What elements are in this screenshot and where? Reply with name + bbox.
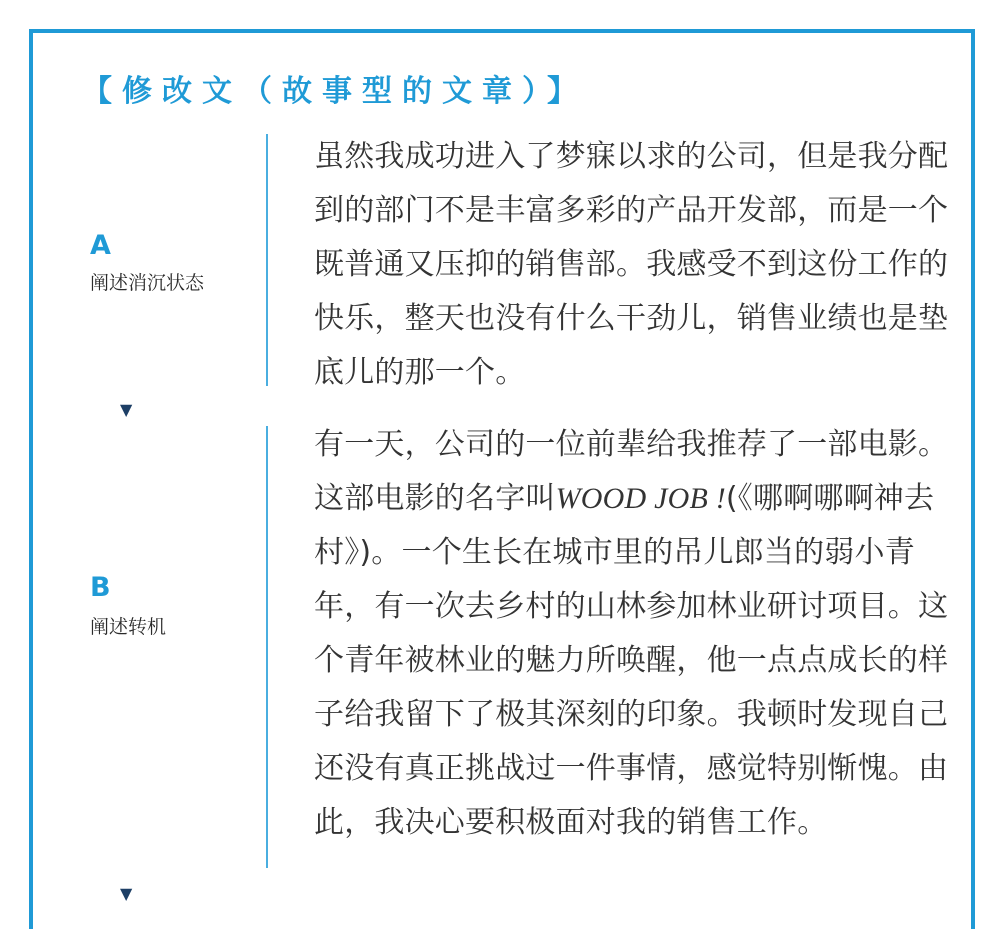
section-a-divider <box>266 134 268 386</box>
section-a-paragraph: 虽然我成功进入了梦寐以求的公司，但是我分配到的部门不是丰富多彩的产品开发部，而是一个既普通又压抑的销售部。我感受不到这份工作的快乐，整天也没有什么干劲儿，销售业绩也是垫底儿的那一个。 <box>314 139 949 390</box>
movie-title: WOOD JOB ! <box>555 482 726 515</box>
section-a-letter: A <box>90 230 111 261</box>
arrow-down-icon-1: ▼ <box>120 400 133 419</box>
section-b-letter: B <box>90 572 111 603</box>
section-b-paragraph <box>314 418 950 850</box>
section-b-text-after: (《哪啊哪啊神去村》)。一个生长在城市里的吊儿郎当的弱小青年，有一次去乡村的山林参加林业研讨项目。这个青年被林业的魅力所唤醒，他一点点成长的样子给我留下了极其深刻的印象。我顿时发现自己还没有真正挑战过一件事情，感觉特别惭愧。由此，我决心要积极面对我的销售工作。 <box>314 481 949 840</box>
section-b-divider <box>266 426 268 868</box>
section-b-text-before: 有一天，公司的一位前辈给我推荐了一部电影。这部电影的名字叫 <box>314 427 949 516</box>
section-a-label: 阐述消沉状态 <box>90 272 205 294</box>
section-b-label: 阐述转机 <box>90 616 167 638</box>
arrow-down-icon-2: ▼ <box>120 884 133 903</box>
page-heading: 【修改文（故事型的文章）】 <box>82 74 587 109</box>
